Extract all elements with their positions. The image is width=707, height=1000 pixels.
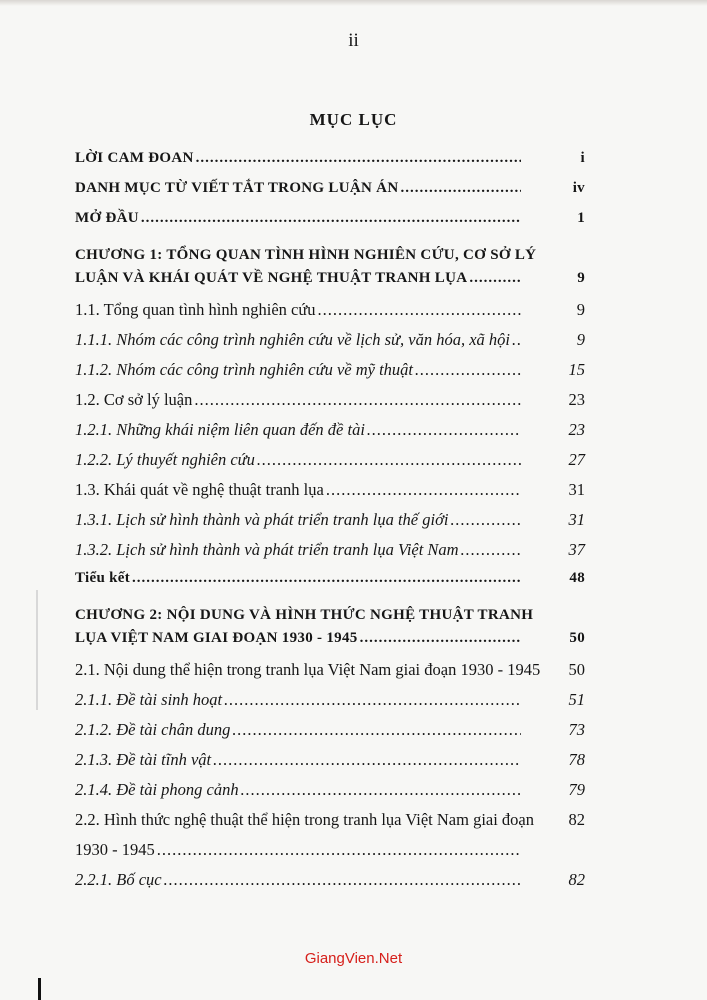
toc-entry-1-3	[75, 480, 585, 510]
toc-entry-page: i	[580, 150, 585, 166]
toc-entry-2-1-4	[75, 780, 585, 810]
toc-entry-page: 27	[568, 450, 585, 469]
toc-entry-2-1	[75, 660, 585, 690]
toc-entry-1-1	[75, 300, 585, 330]
dot-leader	[132, 570, 521, 587]
toc-entry-page: 51	[568, 690, 585, 709]
toc-entry-page: 50	[569, 630, 585, 646]
toc-entry-text: 1.3.1. Lịch sử hình thành và phát triển tranh lụa thế giới	[75, 510, 449, 529]
toc-entry-text: LUẬN VÀ KHÁI QUÁT VỀ NGHỆ THUẬT TRANH LỤA	[75, 270, 468, 286]
toc-entry-text: 1.1.2. Nhóm các công trình nghiên cứu về mỹ thuật	[75, 360, 414, 379]
dot-leader	[415, 360, 521, 380]
dot-leader	[224, 690, 521, 710]
toc-entry-text: 1.1. Tổng quan tình hình nghiên cứu	[75, 300, 316, 319]
dot-leader	[367, 420, 521, 440]
toc-entry-1-1-1	[75, 330, 585, 360]
dot-leader	[450, 510, 521, 530]
toc-entry-text: 1.2.2. Lý thuyết nghiên cứu	[75, 450, 255, 469]
toc-entry-2-1-2	[75, 720, 585, 750]
toc-entry-1-3-2	[75, 540, 585, 570]
toc-entry-page: iv	[572, 180, 585, 196]
toc-entry-text: 2.1. Nội dung thể hiện trong tranh lụa Việt Nam giai đoạn 1930 - 1945	[75, 660, 541, 679]
dot-leader	[241, 780, 521, 800]
dot-leader	[400, 180, 521, 197]
toc-entry-2-1-1	[75, 690, 585, 720]
toc-entry-text: MỞ ĐẦU	[75, 210, 139, 226]
toc-entry-text: 2.1.4. Đề tài phong cảnh	[75, 780, 239, 799]
toc-entry-loi-cam-doan	[75, 150, 585, 180]
toc-chapter-2	[75, 630, 585, 660]
toc-entry-text: Tiểu kết	[75, 570, 131, 586]
dot-leader	[213, 750, 521, 770]
dot-leader	[326, 480, 521, 500]
toc-entry-text: 2.2. Hình thức nghệ thuật thể hiện trong tranh lụa Việt Nam giai đoạn	[75, 810, 535, 829]
dot-leader	[257, 450, 521, 470]
toc-entry-1-3-1	[75, 510, 585, 540]
dot-leader	[164, 870, 521, 890]
page-number: ii	[348, 30, 359, 51]
toc-chapter-1-line1: CHƯƠNG 1: TỔNG QUAN TÌNH HÌNH NGHIÊN CỨU, CƠ SỞ LÝ	[75, 247, 537, 263]
toc-entry-page: 23	[568, 420, 585, 439]
toc-entry-page: 37	[568, 540, 585, 559]
toc-entry-abbreviations	[75, 180, 585, 210]
toc-entry-text: 2.2.1. Bố cục	[75, 870, 162, 889]
toc-entry-text: 2.1.2. Đề tài chân dung	[75, 720, 231, 739]
toc-entry-page: 73	[568, 720, 585, 739]
scan-edge-mark	[38, 978, 41, 1000]
toc-entry-1-2-1	[75, 420, 585, 450]
toc-entry-page: 23	[568, 390, 585, 409]
toc-title: MỤC LỤC	[309, 110, 398, 129]
toc-entry-text: 2.1.3. Đề tài tĩnh vật	[75, 750, 212, 769]
toc-entry-text: 1.2.1. Những khái niệm liên quan đến đề tài	[75, 420, 365, 439]
dot-leader	[232, 720, 521, 740]
table-of-contents	[75, 150, 585, 900]
toc-entry-text: DANH MỤC TỪ VIẾT TẮT TRONG LUẬN ÁN	[75, 180, 399, 196]
toc-entry-2-2	[75, 840, 585, 870]
toc-entry-page: 79	[568, 780, 585, 799]
toc-entry-2-2-1	[75, 870, 585, 900]
toc-entry-page: 50	[568, 660, 585, 679]
toc-entry-1-2-2	[75, 450, 585, 480]
dot-leader	[360, 630, 521, 647]
toc-entry-page: 31	[568, 480, 585, 499]
toc-chapter-2-line1: CHƯƠNG 2: NỘI DUNG VÀ HÌNH THỨC NGHỆ THUẬT TRANH	[75, 607, 534, 623]
page-edge-shadow	[0, 0, 707, 6]
dot-leader	[196, 150, 521, 167]
toc-entry-text: LỤA VIỆT NAM GIAI ĐOẠN 1930 - 1945	[75, 630, 358, 646]
toc-entry-page: 15	[568, 360, 585, 379]
toc-entry-text: 1930 - 1945	[75, 840, 155, 859]
dot-leader	[157, 840, 521, 860]
dot-leader	[461, 540, 521, 560]
toc-entry-2-2-line1	[75, 810, 585, 840]
toc-entry-page: 82	[568, 810, 585, 829]
toc-entry-text: 1.2. Cơ sở lý luận	[75, 390, 193, 409]
toc-entry-introduction	[75, 210, 585, 240]
dot-leader	[512, 330, 521, 350]
watermark: GiangVien.Net	[304, 950, 403, 967]
toc-entry-page: 9	[576, 300, 585, 319]
toc-entry-text: 1.1.1. Nhóm các công trình nghiên cứu về lịch sử, văn hóa, xã hội	[75, 330, 511, 349]
toc-entry-summary	[75, 570, 585, 600]
toc-entry-1-2	[75, 390, 585, 420]
toc-entry-page: 82	[568, 870, 585, 889]
toc-entry-text: 1.3. Khái quát về nghệ thuật tranh lụa	[75, 480, 324, 499]
toc-entry-text: LỜI CAM ĐOAN	[75, 150, 194, 166]
toc-entry-text: 1.3.2. Lịch sử hình thành và phát triển tranh lụa Việt Nam	[75, 540, 459, 559]
toc-entry-page: 78	[568, 750, 585, 769]
dot-leader	[141, 210, 521, 227]
dot-leader	[194, 390, 521, 410]
toc-entry-page: 1	[577, 210, 585, 226]
toc-entry-page: 9	[577, 270, 585, 286]
scan-edge-line	[36, 590, 38, 710]
toc-entry-1-1-2	[75, 360, 585, 390]
dot-leader	[318, 300, 521, 320]
dot-leader	[469, 270, 521, 287]
toc-entry-page: 9	[576, 330, 585, 349]
toc-entry-page: 48	[569, 570, 585, 586]
toc-entry-text: 2.1.1. Đề tài sinh hoạt	[75, 690, 223, 709]
toc-entry-page: 31	[568, 510, 585, 529]
toc-entry-2-1-3	[75, 750, 585, 780]
toc-chapter-1	[75, 270, 585, 300]
